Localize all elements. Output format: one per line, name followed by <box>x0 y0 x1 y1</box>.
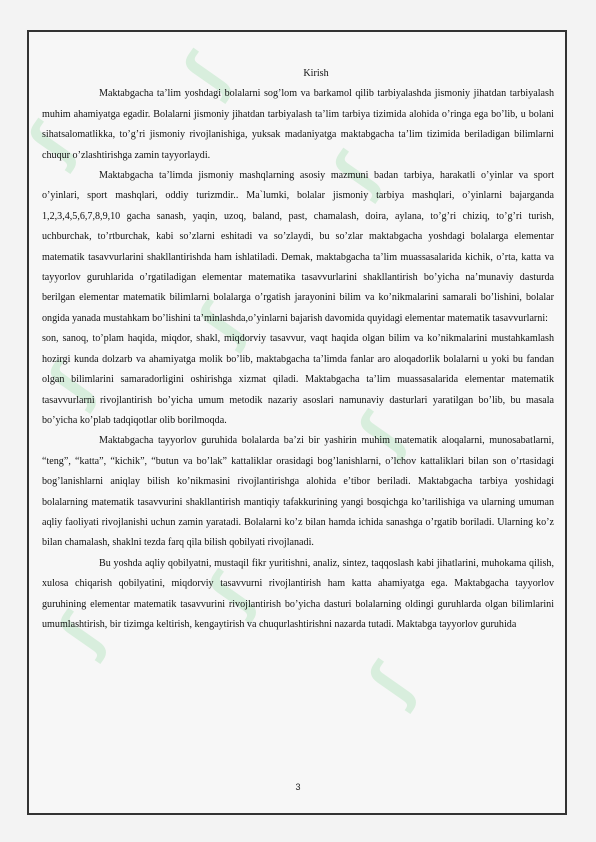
watermark-glyph: ʃ <box>345 406 416 464</box>
paragraph: Bu yoshda aqliy qobilyatni, mustaqil fikr yuritishni, analiz, sintez, taqqoslash kabi jihatlarini, muhokama qilish, xulosa chiqarish qobilyatini, miqdorviy tasavvurni rivojlantirish ham katta ahamiyatga ega. Maktabgacha tayyorlov guruhining elementar matematik tasavvurini rivojlantirish bo’yicha dasturi bolalarning oldingi guruhlarda olgan bilimlarini umumlashtirish, bir tizimga keltirish, kengaytirish va chuqurlashtirishni nazarda tutadi. Maktabga tayyorlov guruhida <box>42 557 554 630</box>
watermark-glyph: ʃ <box>185 296 256 354</box>
watermark-glyph: ʃ <box>320 146 391 204</box>
paragraph: Maktabgacha tayyorlov guruhida bolalarda ba’zi bir yashirin muhim matematik aloqalarni, munosabatlarni, “teng”, “katta”, “kichik”, “butun va bo’lak” kattaliklar orasidagi bog’lanishlarni, o’lchov kattaliklari bilan son o’rtasidagi bog’lanishlarni aniqlay bilish ko’nikmasini rivojlantirishga alohida e’tibor beriladi. Maktabgacha tarbiya yoshidagi bolalarning matematik tasavvurini shakllantirish mantiqiy tafakkurining yangi bosqichga ko’tarilishiga va ularning umuman aqliy faoliyati rivojlanishi uchun zamin yaratadi. Bolalarni ko’z bilan hamda ichida sanashga o’rgatib boriladi. Ularning ko’z bilan chamalash, shaklni tezda farq qila bilish qobilyati rivojlanadi. <box>42 435 554 549</box>
watermark-glyph: ʃ <box>15 116 86 174</box>
watermark-glyph: ʃ <box>355 656 426 714</box>
watermark-glyph: ʃ <box>45 606 116 664</box>
document-body <box>42 64 554 635</box>
page-number: 3 <box>295 782 301 792</box>
watermark-glyph: ʃ <box>35 356 106 414</box>
paragraph: son, sanoq, to’plam haqida, miqdor, shakl, miqdorviy tasavvur, vaqt haqida olgan bilim va ko’nikmalarini mustahkamlash hozirgi kunda dolzarb va ahamiyatga molik bo’lib, maktabgacha ta’limda fanlar aro aloqadorlik bolalarni u yoki bu fandan olgan bilimlarini samaradorligini oshirishga xizmat qiladi. Maktabgacha ta’lim muassasalarida elementar matematik tasavvurlarni rivojlantirish bo’yicha umum metodik nazariy asoslari namunaviy dasturlari yaratilgan bo’lib, bu masala bo’yicha ko’plab tadqiqotlar olib borilmoqda. <box>42 333 554 426</box>
paragraph: Maktabgacha ta’limda jismoniy mashqlarning asosiy mazmuni badan tarbiya, harakatli o’yinlar va sport o’yinlari, sport mashqlari, oddiy turizmdir.. Ma`lumki, bolalar jismoniy tarbiya mashqlari, o’yinlarni bajarganda 1,2,3,4,5,6,7,8,9,10 gacha sanash, yaqin, uzoq, baland, past, chamalash, doira, aylana, to’g’ri chiziq, to’g’ri turish, uchburchak, to’rtburchak, kabi so’zlarni eshitadi va so’zlaydi, bu so’zlar maktabgacha yoshdagi bolalarga elementar matematik tasavvurlarini shakllantirishda ham ishlatiladi. Demak, maktabgacha ta’lim muassasalarida kichik, o’rta, katta va tayyorlov guruhlarida o’rgatiladigan elementar matematika tasavvurlarini shakllantirish bo’yicha na’munaviy dasturda berilgan elementar matematik bilimlarni bolalarga o’rgatish jarayonini bilim va ko’nikmalarini samarali bo’lishini, bolalar ongida yanada mustahkam bo’lishini ta’minlashda,o’yinlarni bajarish davomida quyidagi elementar matematik tasavvurlarni: <box>42 170 554 324</box>
watermark-glyph: ʃ <box>195 566 266 624</box>
paragraph: Maktabgacha ta’lim yoshdagi bolalarni sog’lom va barkamol qilib tarbiyalashda jismoniy jihatdan tarbiyalash muhim ahamiyatga egadir. Bolalarni jismoniy jihatdan tarbiyalash ta’lim tarbiya tizimida alohida o’ringa ega bo’lib, u bolani sihatsalomatlikka, to’g’ri jismoniy rivojlanishiga, yuksak madaniyatga maktabgacha ta’lim tizimida beriladigan bilimlarni chuqur o’zlashtirishga zamin tayyorlaydi. <box>42 88 554 161</box>
watermark-glyph: ʃ <box>170 46 241 104</box>
page-title: Kirish <box>303 68 329 79</box>
